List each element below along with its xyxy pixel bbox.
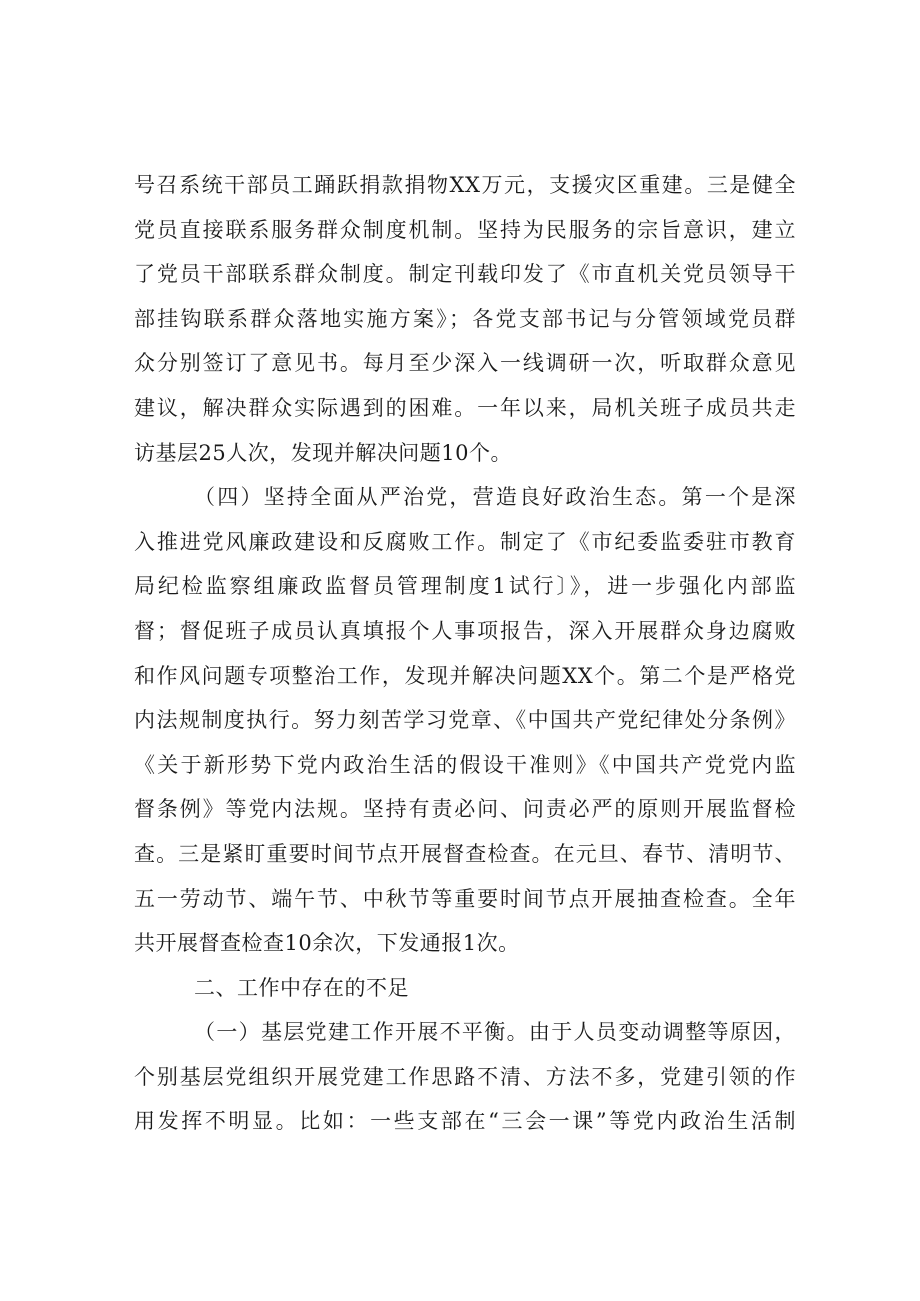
paragraph-uneven-grassroots-work bbox=[134, 1010, 796, 1144]
section-heading-text: 二、工作中存在的不足 bbox=[194, 975, 409, 1000]
section-heading-shortcomings bbox=[134, 966, 796, 1011]
text-line: 《关于新形势下党内政治生活的假设干准则》《中国共产党党内监 bbox=[134, 752, 796, 777]
text-line: 内法规制度执行。努力刻苦学习党章、《中国共产党纪律处分条例》 bbox=[134, 708, 796, 733]
text-line: 共开展督查检查10余次，下发通报1次。 bbox=[134, 931, 520, 956]
text-line: 部挂钩联系群众落地实施方案》；各党支部书记与分管领域党员群 bbox=[134, 306, 796, 331]
text-line: 局纪检监察组廉政监督员管理制度1试行〕》，进一步强化内部监 bbox=[134, 574, 796, 599]
text-line: 众分别签订了意见书。每月至少深入一线调研一次，听取群众意见 bbox=[134, 351, 796, 376]
text-line: 查。三是紧盯重要时间节点开展督查检查。在元旦、春节、清明节、 bbox=[134, 841, 796, 866]
paragraph-disaster-relief-and-mass-contact bbox=[134, 163, 796, 475]
text-line: 访基层25人次，发现并解决问题10个。 bbox=[134, 440, 512, 465]
document-body bbox=[134, 163, 796, 1144]
text-line: 号召系统干部员工踊跃捐款捐物XX万元，支援灾区重建。三是健全 bbox=[134, 173, 796, 197]
text-line: 督条例》等党内法规。坚持有责必问、问责必严的原则开展监督检 bbox=[134, 797, 796, 822]
text-line: 个别基层党组织开展党建工作思路不清、方法不多，党建引领的作 bbox=[134, 1064, 796, 1089]
text-line: （四）坚持全面从严治党，营造良好政治生态。第一个是深 bbox=[194, 485, 796, 510]
text-line: 和作风问题专项整治工作，发现并解决问题XX个。第二个是严格党 bbox=[134, 663, 796, 688]
text-line: 用发挥不明显。比如：一些支部在“三会一课”等党内政治生活制 bbox=[134, 1109, 796, 1134]
text-line: 了党员干部联系群众制度。制定刊载印发了《市直机关党员领导干 bbox=[134, 262, 796, 287]
text-line: 建议，解决群众实际遇到的困难。一年以来，局机关班子成员共走 bbox=[134, 395, 796, 420]
text-line: 五一劳动节、端午节、中秋节等重要时间节点开展抽查检查。全年 bbox=[134, 886, 796, 911]
paragraph-strict-party-governance bbox=[134, 475, 796, 966]
text-line: 党员直接联系服务群众制度机制。坚持为民服务的宗旨意识，建立 bbox=[134, 217, 796, 242]
text-line: （一）基层党建工作开展不平衡。由于人员变动调整等原因， bbox=[194, 1020, 796, 1045]
text-line: 督；督促班子成员认真填报个人事项报告，深入开展群众身边腐败 bbox=[134, 618, 796, 643]
text-line: 入推进党风廉政建设和反腐败工作。制定了《市纪委监委驻市教育 bbox=[134, 529, 796, 554]
